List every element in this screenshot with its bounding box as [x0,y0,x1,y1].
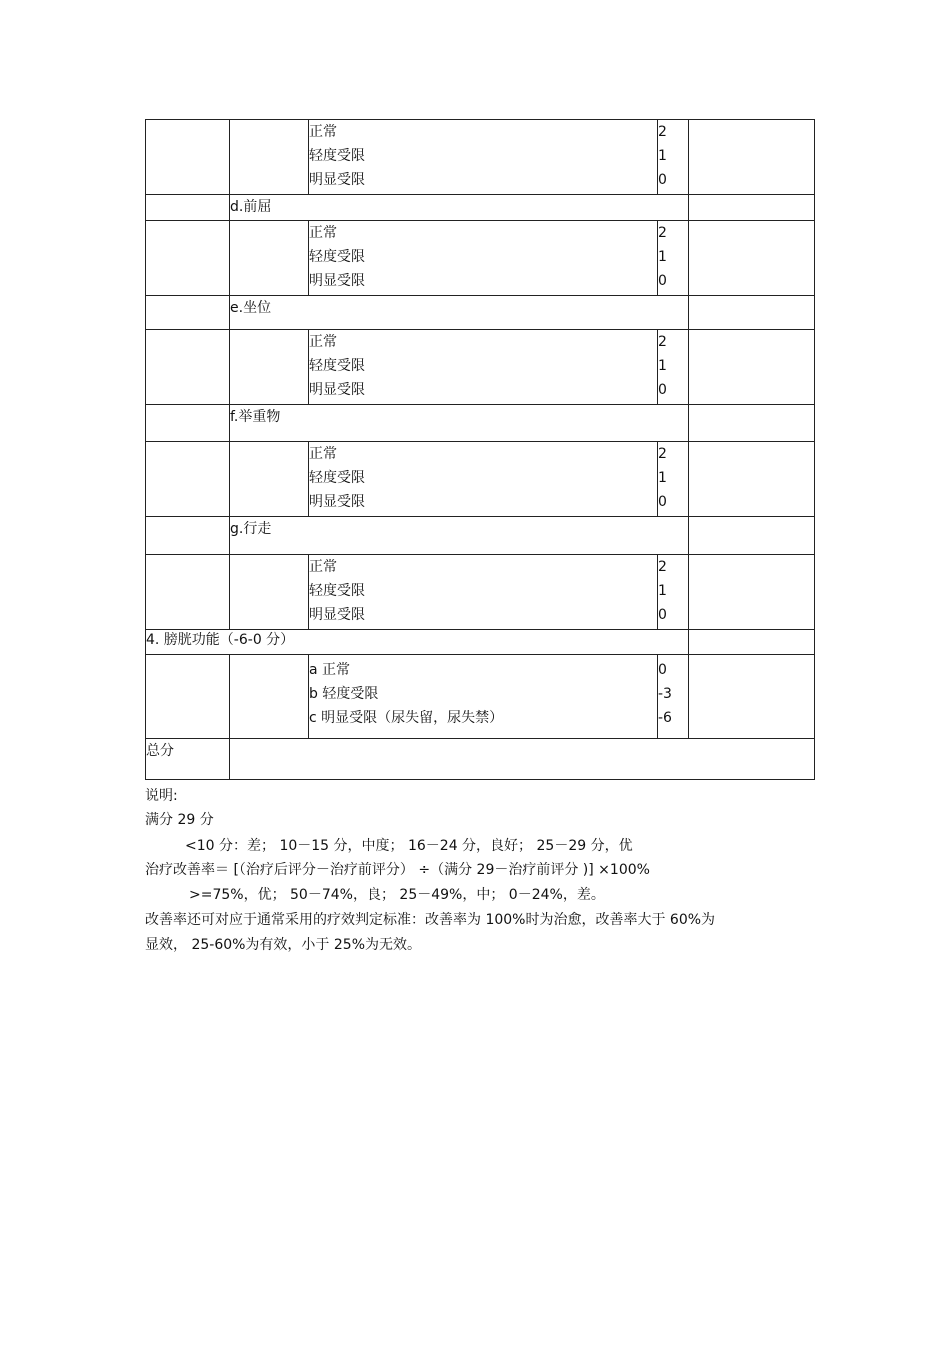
score-value: 1 [658,148,667,164]
option-label: 正常 [309,124,337,140]
blank-cell [689,517,815,555]
option-label: 明显受限 [309,382,365,398]
score-value: 0 [658,662,667,678]
option-label: 明显受限 [309,494,365,510]
option-label: 正常 [309,446,337,462]
blank-cell [230,330,309,405]
option-label: 明显受限 [309,273,365,289]
table-row [146,655,815,739]
option-label: a 正常 [309,662,351,678]
score-cell [658,120,689,195]
blank-cell [689,630,815,655]
table-row [146,330,815,405]
score-value: 1 [658,249,667,265]
blank-cell [689,120,815,195]
option-label: 正常 [309,559,337,575]
table-row [146,221,815,296]
blank-cell [230,221,309,296]
table-row [146,555,815,630]
formula-text: 治疗改善率＝ [（治疗后评分－治疗前评分） ÷（满分 29－治疗前评分 )] ×100% [145,862,650,878]
notes-heading: 说明: [145,788,178,804]
table-row [146,442,815,517]
score-value: 1 [658,470,667,486]
blank-cell [689,221,815,296]
blank-cell [230,120,309,195]
score-value: 1 [658,583,667,599]
score-table [145,119,815,780]
blank-cell [689,442,815,517]
score-value: 0 [658,172,667,188]
table-row [146,405,815,442]
blank-cell [146,555,230,630]
full-score-text: 满分 29 分 [145,812,214,828]
blank-cell [689,655,815,739]
score-value: 0 [658,494,667,510]
score-value: 2 [658,124,667,140]
category-label: f.举重物 [230,405,689,442]
category-label: g.行走 [230,517,689,555]
grades-text: <10 分：差； 10－15 分，中度； 16－24 分，良好； 25－29 分，优 [185,838,633,854]
blank-cell [146,120,230,195]
score-cell [658,655,689,739]
options-cell [309,330,658,405]
options-cell [309,655,658,739]
option-label: 轻度受限 [309,470,365,486]
score-value: -3 [658,686,672,702]
table-row [146,296,815,330]
blank-cell [146,517,230,555]
blank-cell [230,655,309,739]
score-value: 0 [658,607,667,623]
options-cell [309,120,658,195]
score-cell [658,555,689,630]
options-cell [309,442,658,517]
option-label: 轻度受限 [309,249,365,265]
option-label: 明显受限 [309,607,365,623]
category-label: e.坐位 [230,296,689,330]
section-label: 4. 膀胱功能（-6-0 分） [146,630,689,655]
blank-cell [146,195,230,221]
option-label: 明显受限 [309,172,365,188]
option-label: b 轻度受限 [309,686,379,702]
rate-grades-text: >=75%，优； 50－74%，良； 25－49%，中； 0－24%，差。 [189,887,605,903]
blank-cell [689,555,815,630]
total-value-cell [230,739,815,780]
blank-cell [230,555,309,630]
blank-cell [146,221,230,296]
options-cell [309,555,658,630]
table-row [146,630,815,655]
standard-text-line-1: 改善率还可对应于通常采用的疗效判定标准：改善率为 100%时为治愈，改善率大于 60%为 [145,912,716,928]
blank-cell [689,405,815,442]
blank-cell [689,330,815,405]
standard-text-line-2: 显效， 25-60%为有效，小于 25%为无效。 [145,937,422,953]
option-label: 轻度受限 [309,583,365,599]
score-cell [658,221,689,296]
blank-cell [146,655,230,739]
score-cell [658,330,689,405]
blank-cell [689,296,815,330]
blank-cell [146,296,230,330]
option-label: 轻度受限 [309,358,365,374]
score-cell [658,442,689,517]
table-row [146,120,815,195]
category-label: d.前屈 [230,195,689,221]
score-value: 2 [658,559,667,575]
option-label: 正常 [309,334,337,350]
total-label: 总分 [146,739,230,780]
blank-cell [146,442,230,517]
score-value: 2 [658,446,667,462]
score-value: -6 [658,710,672,726]
score-value: 2 [658,334,667,350]
table-row [146,739,815,780]
blank-cell [146,330,230,405]
blank-cell [689,195,815,221]
score-value: 0 [658,382,667,398]
blank-cell [146,405,230,442]
option-label: 轻度受限 [309,148,365,164]
blank-cell [230,442,309,517]
score-value: 0 [658,273,667,289]
table-row [146,517,815,555]
options-cell [309,221,658,296]
option-label: c 明显受限（尿失留，尿失禁） [309,710,504,726]
score-value: 1 [658,358,667,374]
option-label: 正常 [309,225,337,241]
table-row [146,195,815,221]
score-value: 2 [658,225,667,241]
